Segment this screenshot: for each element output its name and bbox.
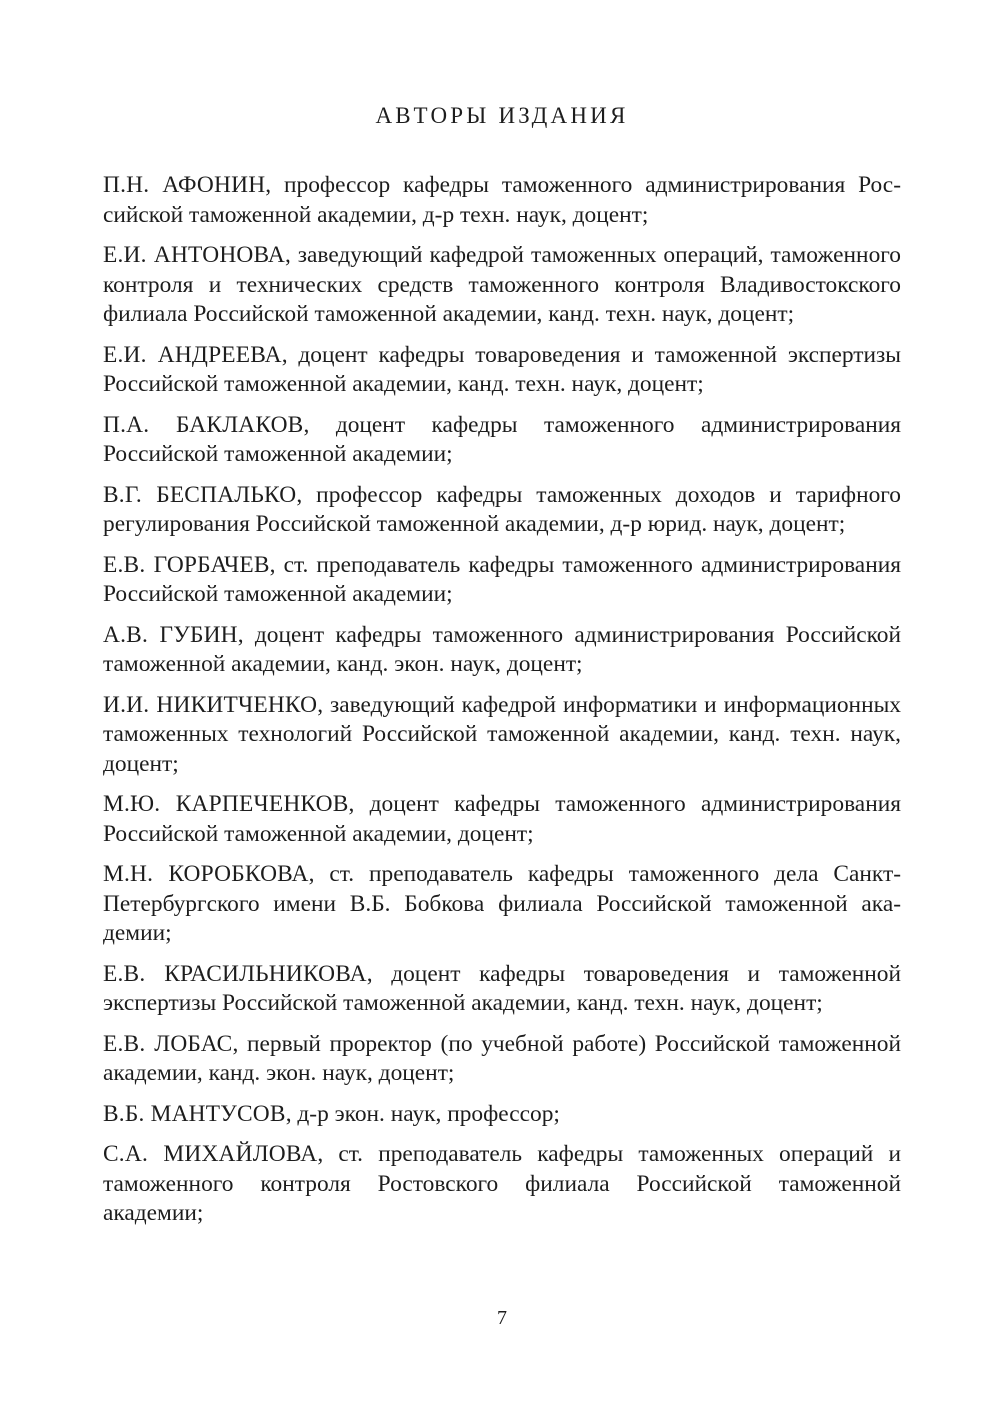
author-description: , д-р экон. наук, профессор;: [285, 1100, 560, 1127]
author-entry: [103, 621, 901, 680]
author-description: , доцент кафедры таможенного администрирования Российской таможенной академии;: [103, 411, 901, 467]
author-name: А.В. ГУБИН: [103, 621, 238, 648]
author-name: Е.В. КРАСИЛЬНИКОВА: [103, 960, 367, 987]
author-description: , заведующий кафедрой таможенных операций, таможенного контроля и технических средств таможенного контроля Владивостокского филиала Российской таможенной академии, канд. техн. наук, доцент;: [103, 242, 901, 327]
author-entry: [103, 860, 901, 949]
authors-list: [103, 171, 901, 1240]
author-description: , доцент кафедры товароведения и таможенной экспертизы Российской таможенной академии, канд. техн. наук, доцент;: [103, 341, 902, 397]
author-name: Е.В. ЛОБАС: [103, 1030, 233, 1057]
author-description: , ст. преподаватель кафедры таможенного администрирования Российской таможенной академии;: [103, 551, 901, 607]
author-name: И.И. НИКИТЧЕНКО: [103, 691, 318, 718]
author-description: , профессор кафедры таможенных доходов и тарифного регулирования Российской таможенной академии, д-р юрид. наук, доцент;: [103, 481, 901, 537]
author-description: , заведующий кафедрой информатики и информационных таможенных технологий Российской таможенной академии, канд. техн. наук, доцент;: [103, 691, 901, 777]
author-description: , доцент кафедры таможенного администрирования Российской таможенной академии, канд. экон. наук, доцент;: [103, 621, 902, 677]
author-description: , ст. преподаватель кафедры таможенных операций и таможенного контроля Ростовского филиала Российской таможенной академии;: [103, 1141, 901, 1226]
author-entry: [103, 790, 901, 849]
author-name: М.Н. КОРОБКОВА: [103, 861, 309, 887]
author-entry: [103, 171, 901, 230]
author-description: , доцент кафедры товароведения и таможенной экспертизы Российской таможенной академии, канд. техн. наук, доцент;: [103, 960, 901, 1016]
author-entry: [103, 691, 901, 780]
author-entry: [103, 960, 901, 1019]
author-entry: [103, 241, 901, 330]
author-name: П.А. БАКЛАКОВ: [103, 411, 304, 438]
author-entry: [103, 1100, 901, 1130]
author-entry: [103, 411, 901, 470]
author-name: В.Г. БЕСПАЛЬКО: [103, 481, 297, 508]
author-entry: [103, 1140, 901, 1229]
page-number: 7: [497, 1307, 507, 1329]
author-name: В.Б. МАНТУСОВ: [103, 1100, 286, 1127]
author-name: Е.И. АНТОНОВА: [103, 242, 285, 268]
author-entry: [103, 341, 901, 400]
author-name: Е.И. АНДРЕЕВА: [103, 341, 282, 368]
author-entry: [103, 481, 901, 540]
author-description: , ст. преподаватель кафедры таможенного дела Санкт-Петербургского имени В.Б. Бобкова филиала Российской таможенной академии;: [103, 861, 901, 946]
document-page: [103, 0, 901, 1418]
author-name: С.А. МИХАЙЛОВА: [103, 1141, 318, 1167]
author-name: Е.В. ГОРБАЧЕВ: [103, 551, 270, 578]
author-description: , профессор кафедры таможенного администрирования Российской таможенной академии, д-р техн. наук, доцент;: [103, 172, 901, 228]
author-entry: [103, 1030, 901, 1089]
author-name: М.Ю. КАРПЕЧЕНКОВ: [103, 791, 349, 817]
author-description: , доцент кафедры таможенного администрирования Российской таможенной академии, доцент;: [103, 791, 901, 847]
page-title: АВТОРЫ ИЗДАНИЯ: [375, 103, 629, 128]
author-name: П.Н. АФОНИН: [103, 172, 266, 198]
author-description: , первый проректор (по учебной работе) Российской таможенной академии, канд. экон. наук, доцент;: [103, 1030, 902, 1086]
author-entry: [103, 551, 901, 610]
